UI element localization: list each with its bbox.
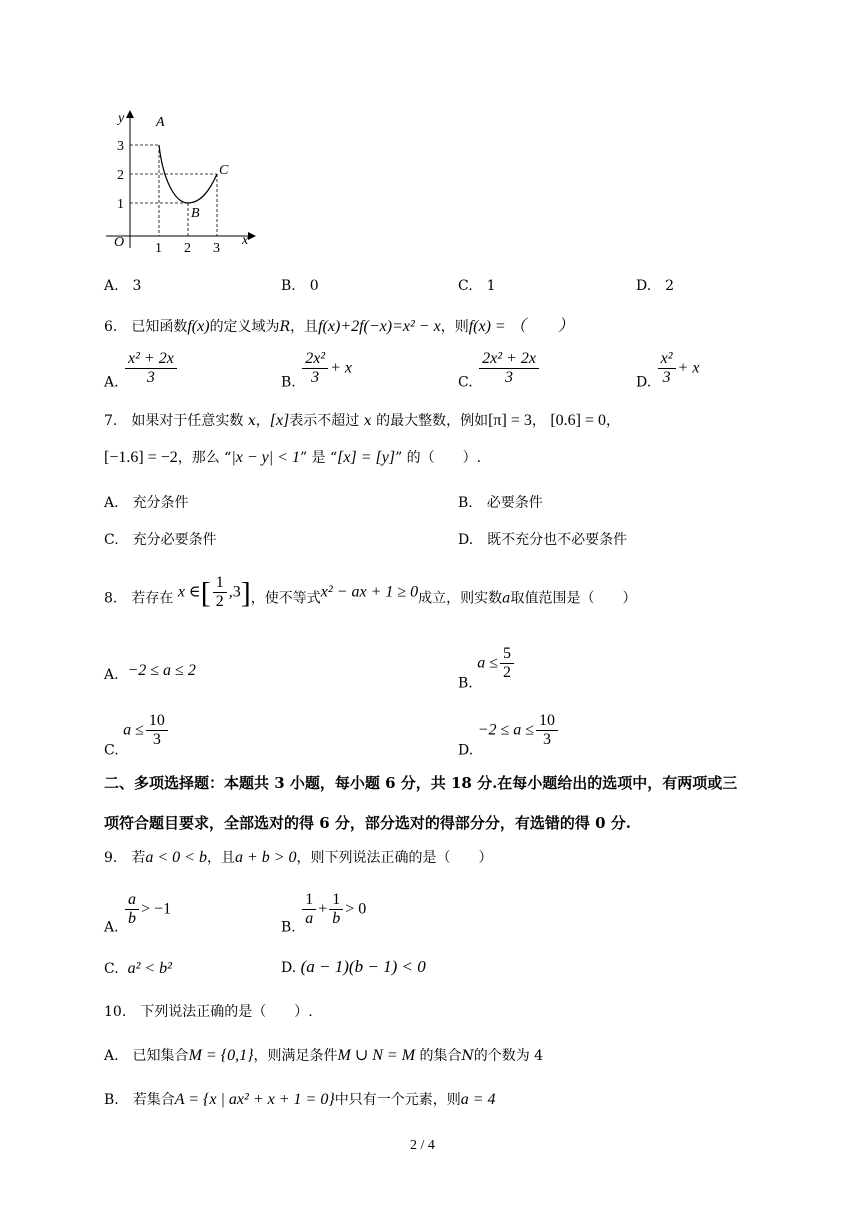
q5-option-c: C. 1 <box>458 278 496 294</box>
q7-stem-line2: [−1.6] = −2，那么 “|x − y| < 1” 是 “[x] = [y]” 的（ ）. <box>104 449 482 466</box>
point-b-label: B <box>191 206 200 221</box>
q6-stem: 6. 已知函数f(x)的定义域为R，且f(x)+2f(−x)=x² − x，则f(x) = （ ） <box>104 318 574 335</box>
q7-option-b: B. 必要条件 <box>458 495 543 511</box>
q7-option-d: D. 既不充分也不必要条件 <box>458 532 628 548</box>
q10-option-a: A. 已知集合M = {0,1}，则满足条件M ∪ N = M 的集合N的个数为 4 <box>104 1047 544 1064</box>
q9-option-a: A. $\frac{a}{b}$ > −1 <box>104 891 172 936</box>
y-tick-3: 3 <box>117 139 124 154</box>
q5-option-b: B. 0 <box>281 278 319 294</box>
q5-option-a: A. 3 <box>104 278 142 294</box>
q6-option-d: D. $\frac{\text{x²}}{3}$ + x <box>636 350 700 391</box>
q8-option-d: D. −2 ≤ a ≤ $\frac{10}{3}$ <box>458 712 560 760</box>
q7-option-a: A. 充分条件 <box>104 495 189 511</box>
q9-option-c: C. a² < b² <box>104 960 172 977</box>
y-tick-1: 1 <box>117 197 124 212</box>
q8-option-b: B. a ≤ $\frac{5}{2}$ <box>458 645 516 693</box>
q9-stem: 9. 若a < 0 < b，且a + b > 0，则下列说法正确的是（ ） <box>104 849 493 866</box>
q7-stem-line1: 7. 如果对于任意实数 x，[x]表示不超过 x 的最大整数，例如[π] = 3， [0.6] = 0， <box>104 412 620 429</box>
q6-option-a: A. $\frac{\text{x² + 2x}}{3}$ <box>104 350 179 392</box>
y-tick-2: 2 <box>117 168 124 183</box>
q8-stem: 8. 若存在 x ∈[ $\frac{1}{2}$ ,3]，使不等式x² − ax + 1 ≥ 0成立，则实数a取值范围是（ ） <box>104 574 637 610</box>
x-axis-label: x <box>242 233 249 248</box>
origin-label: O <box>114 235 125 250</box>
q6-option-b: B. $\frac{\text{2x²}}{3}$ + x <box>281 350 353 391</box>
point-c-label: C <box>219 163 229 178</box>
y-axis-arrow <box>126 110 134 118</box>
q7-option-c: C. 充分必要条件 <box>104 532 217 548</box>
x-tick-1: 1 <box>155 241 162 256</box>
q9-option-d: D. (a − 1)(b − 1) < 0 <box>281 957 426 976</box>
section2-heading-line2: 项符合题目要求，全部选对的得 6 分，部分选对的得部分分，有选错的得 0 分. <box>104 814 631 832</box>
x-axis-arrow <box>248 232 256 240</box>
q8-option-a: A. −2 ≤ a ≤ 2 <box>104 662 196 683</box>
function-graph <box>100 108 260 258</box>
q6-option-c: C. $\frac{\text{2x² + 2x}}{3}$ <box>458 350 541 392</box>
section2-heading-line1: 二、多项选择题：本题共 3 小题，每小题 6 分，共 18 分.在每小题给出的选项中，有两项或三 <box>104 774 738 792</box>
q10-stem: 10. 下列说法正确的是（ ）. <box>104 1004 313 1020</box>
y-axis-label: y <box>118 111 125 126</box>
q10-option-b: B. 若集合A = {x | ax² + x + 1 = 0}中只有一个元素，则a = 4 <box>104 1091 496 1108</box>
point-a-label: A <box>156 115 165 130</box>
q5-option-d: D. 2 <box>636 278 675 294</box>
page-number: 2 / 4 <box>410 1138 435 1153</box>
q9-option-b: B. $\frac{1}{a}$ + $\frac{1}{b}$ > 0 <box>281 891 367 936</box>
q8-option-c: C. a ≤ $\frac{10}{3}$ <box>104 712 170 760</box>
x-tick-3: 3 <box>213 241 220 256</box>
x-tick-2: 2 <box>184 241 191 256</box>
